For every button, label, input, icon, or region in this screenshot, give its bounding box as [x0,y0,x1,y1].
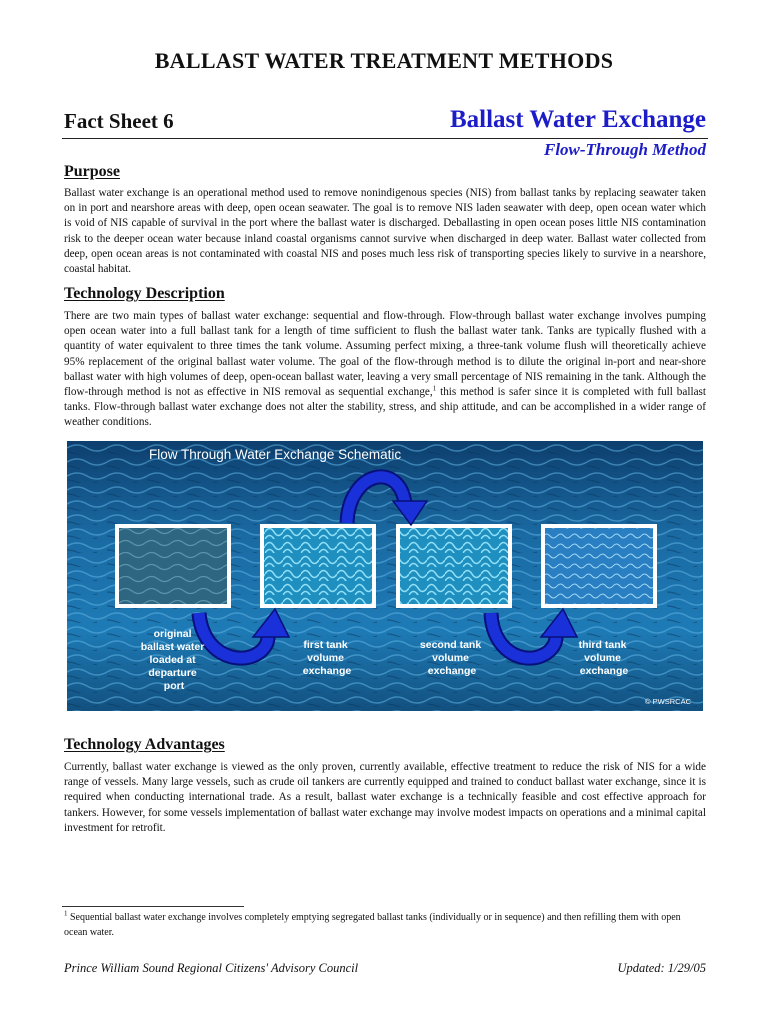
footnote [64,911,706,940]
footer-organization: Prince William Sound Regional Citizens' Advisory Council [64,961,359,975]
label-third-tank: third tank volume exchange [578,639,629,677]
tank-second-exchange [396,524,512,608]
purpose-paragraph: Ballast water exchange is an operational method used to remove nonindigenous species (NIS) from ballast tanks by replacing seawater taken on in port and nearshore areas with deep, open ocean seawater. The goal is to remove NIS laden seawater with deep, open ocean water which is void of NIS capable of survival in the port where the ballast water is discharged. Deballasting in open ocean poses little NIS contamination risk to the deeper ocean water because inland coastal organisms cannot survive when discharged in deep water. Ballast water collected from deep, open ocean areas is not contaminated with coastal NIS and poses much less risk of transporting species likely to survive in a nearshore, coastal habitat. [64,187,706,276]
title-rule [62,138,708,139]
advantages-paragraph: Currently, ballast water exchange is viewed as the only proven, currently available, effective treatment to reduce the risk of NIS for a wide range of vessels. Many large vessels, such as crude oil tankers are currently equipped and trained to conduct ballast water exchange, since it is required when conducting international trade. As a result, ballast water exchange is a technically feasible and cost effective approach for tankers. However, for some vessels implementation of ballast water exchange may involve modest impacts on operations and a minimal capital investment for retrofit. [64,761,706,834]
sheet-subtitle: Flow-Through Method [543,140,706,159]
footnote-text: Sequential ballast water exchange involves completely emptying segregated ballast tanks (individually or in sequence) and then refilling them with open ocean water. [64,912,681,938]
flow-through-schematic-figure [67,441,703,711]
technology-heading: Technology Description [64,285,225,302]
figure-title: Flow Through Water Exchange Schematic [149,447,402,462]
document-title: BALLAST WATER TREATMENT METHODS [154,48,614,73]
footer-updated-date: Updated: 1/29/05 [617,961,706,975]
technology-text-before: There are two main types of ballast water exchange: sequential and flow-through. Flow-through ballast water exchange involves pumping open ocean water into a full ballast tank for a length of time sufficient to flush the ballast water tank. Tanks are typically flushed with a quantity of water equivalent to three times the tank volume. Assuming perfect mixing, a three-tank volume flush will theoretically achieve 95% replacement of the original ballast water volume. The goal of the flow-through method is to dilute the original in-port and near-shore ballast water with high volumes of deep, open-ocean ballast water, leaving a very small percentage of NIS remaining in the tank. Although the flow-through method is not as effective in NIS removal as sequential exchange, [64,310,706,399]
purpose-heading: Purpose [64,163,120,180]
label-original: original ballast water loaded at departure port [140,628,205,692]
footnote-number: 1 [64,909,68,918]
fact-sheet-label: Fact Sheet 6 [64,109,174,133]
figure-credit: © PWSRCAC [645,697,691,706]
advantages-heading: Technology Advantages [64,736,225,753]
footnote-rule [62,906,244,907]
label-second-tank: second tank volume exchange [419,639,482,677]
footnote-reference[interactable]: 1 [432,384,437,393]
label-first-tank: first tank volume exchange [302,639,352,677]
technology-paragraph [64,309,706,431]
tank-original [115,524,231,608]
sheet-title: Ballast Water Exchange [449,106,706,133]
technology-text-after: this method is safer since it is completed with full ballast tanks. Flow-through ballast water exchange does not alter the stability, stress, and ship attitude, and can be accomplished in a wider range of weather conditions. [64,386,706,429]
tank-first-exchange [260,524,376,608]
tank-third-exchange [541,524,657,608]
